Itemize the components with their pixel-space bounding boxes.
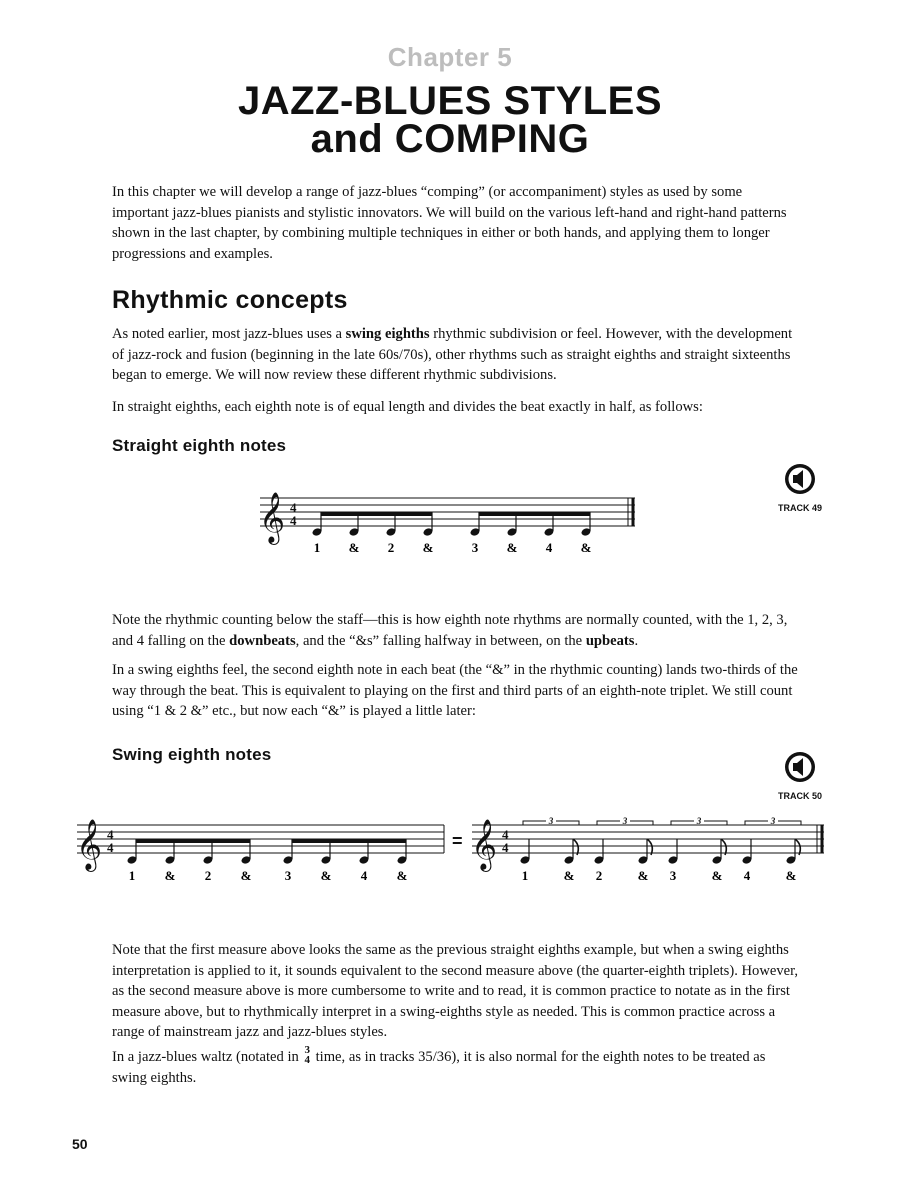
- rhythm-paragraph-1: As noted earlier, most jazz-blues uses a swing eighths rhythmic subdivision or feel. However, with the development of jazz-rock and fusion (beginning in the late 60s/70s), other rhythms such as straight eighths and straight sixteenths began to emerge. We will now review these different rhythmic subdivisions.: [112, 326, 793, 383]
- beat-count: 4: [545, 540, 553, 555]
- rhythm-paragraph-2: In straight eighths, each eighth note is of equal length and divides the beat exactly in half, as follows:: [112, 399, 703, 415]
- svg-text:4: 4: [107, 840, 114, 855]
- title-line-2: and COMPING: [310, 117, 590, 161]
- track-50-label: TRACK 50: [777, 791, 822, 801]
- beam: [321, 512, 433, 516]
- beat-count: &: [563, 868, 575, 883]
- intro-paragraph: In this chapter we will develop a range of jazz-blues “comping” (or accompaniment) styles as used by some important jazz-blues pianists and stylistic innovators. We will build on the various left-hand and right-hand patterns shown in the last chapter, by combining multiple techniques in either or both hands, and applying them to longer progressions and examples.: [112, 184, 787, 262]
- page-number: 50: [72, 1136, 88, 1152]
- beat-count: 4: [743, 868, 751, 883]
- equals-sign: =: [452, 831, 463, 851]
- title-line-1: JAZZ-BLUES STYLES: [237, 79, 663, 123]
- beat-count: 1: [521, 868, 529, 883]
- treble-clef-icon: 𝄞: [76, 819, 103, 870]
- treble-clef-icon: 𝄞: [259, 492, 286, 543]
- swing-eighths-heading: Swing eighth notes: [112, 745, 272, 764]
- audio-speaker-icon[interactable]: [783, 750, 817, 784]
- triplet-mark: 3: [696, 816, 702, 826]
- beat-count: &: [785, 868, 797, 883]
- beat-count: 4: [360, 868, 368, 883]
- beat-count: &: [637, 868, 649, 883]
- beat-count: &: [506, 540, 518, 555]
- beam: [479, 512, 591, 516]
- swing-explanation-paragraph: In a swing eighths feel, the second eighth note in each beat (the “&” in the rhythmic counting) lands two-thirds of the way through the beat. This is equivalent to playing on the first and third parts of an eighth-note triplet. We still count using “1 & 2 &” etc., but now each “&” is played a little later:: [112, 662, 798, 719]
- beam: [292, 839, 407, 843]
- track-50-badge[interactable]: [770, 750, 830, 801]
- swing-eighths-term: swing eighths: [345, 326, 430, 342]
- beat-count: &: [396, 868, 408, 883]
- triplet-mark: 3: [770, 816, 776, 826]
- page-title: [0, 79, 900, 161]
- beat-count: &: [711, 868, 723, 883]
- beat-count: &: [580, 540, 592, 555]
- svg-text:4: 4: [107, 827, 114, 842]
- triplet-mark: 3: [548, 816, 554, 826]
- triplet-mark: 3: [622, 816, 628, 826]
- beat-count: 2: [595, 868, 603, 883]
- downbeats-term: downbeats: [229, 632, 296, 649]
- upbeats-term: upbeats: [585, 632, 635, 649]
- time-signature-top: 4: [290, 500, 297, 515]
- beam: [136, 839, 251, 843]
- straight-eighths-heading: Straight eighth notes: [112, 436, 287, 455]
- beat-count: 1: [313, 540, 321, 555]
- svg-text:4: 4: [502, 840, 509, 855]
- waltz-paragraph: In a jazz-blues waltz (notated in 3 4 time, as in tracks 35/36), it is also normal for the eighth notes to be treated as swing eighths.: [112, 1043, 766, 1086]
- beat-count: &: [348, 540, 360, 555]
- section-heading: Rhythmic concepts: [112, 286, 348, 314]
- beat-count: 1: [128, 868, 136, 883]
- beat-count: &: [164, 868, 176, 883]
- svg-text:4: 4: [502, 827, 509, 842]
- track-49-badge[interactable]: [770, 462, 830, 513]
- beat-count: 3: [284, 868, 292, 883]
- straight-eighths-notation: [255, 488, 645, 568]
- track-49-label: TRACK 49: [777, 503, 822, 513]
- time-signature-bottom: 4: [290, 513, 297, 528]
- waltz-time-signature: 3 4: [304, 1043, 310, 1066]
- beat-count: 3: [669, 868, 677, 883]
- swing-eighths-notation: [72, 805, 832, 885]
- treble-clef-icon: 𝄞: [471, 819, 498, 870]
- audio-speaker-icon[interactable]: [783, 462, 817, 496]
- interpretation-paragraph: Note that the first measure above looks the same as the previous straight eighths example, but when a swing eighths interpretation is applied to it, it sounds equivalent to the second measure above (the quarter-eighth triplets). However, as the second measure above is more cumbersome to write and to read, it is common practice to notate as in the first measure above, but to rhythmically interpret in a swing-eighths style as needed. This is common practice across a range of mainstream jazz and jazz-blues styles.: [112, 942, 799, 1040]
- beat-count: 2: [387, 540, 395, 555]
- beat-count: &: [422, 540, 434, 555]
- counting-paragraph: Note the rhythmic counting below the staff—this is how eighth note rhythms are normally counted, with the 1, 2, 3, and 4 falling on the downbeats, and the “&s” falling halfway in between, on the upbeats.: [112, 612, 788, 649]
- beat-count: &: [320, 868, 332, 883]
- beat-count: &: [240, 868, 252, 883]
- chapter-label: Chapter 5: [387, 42, 513, 72]
- beat-count: 2: [204, 868, 212, 883]
- beat-count: 3: [471, 540, 479, 555]
